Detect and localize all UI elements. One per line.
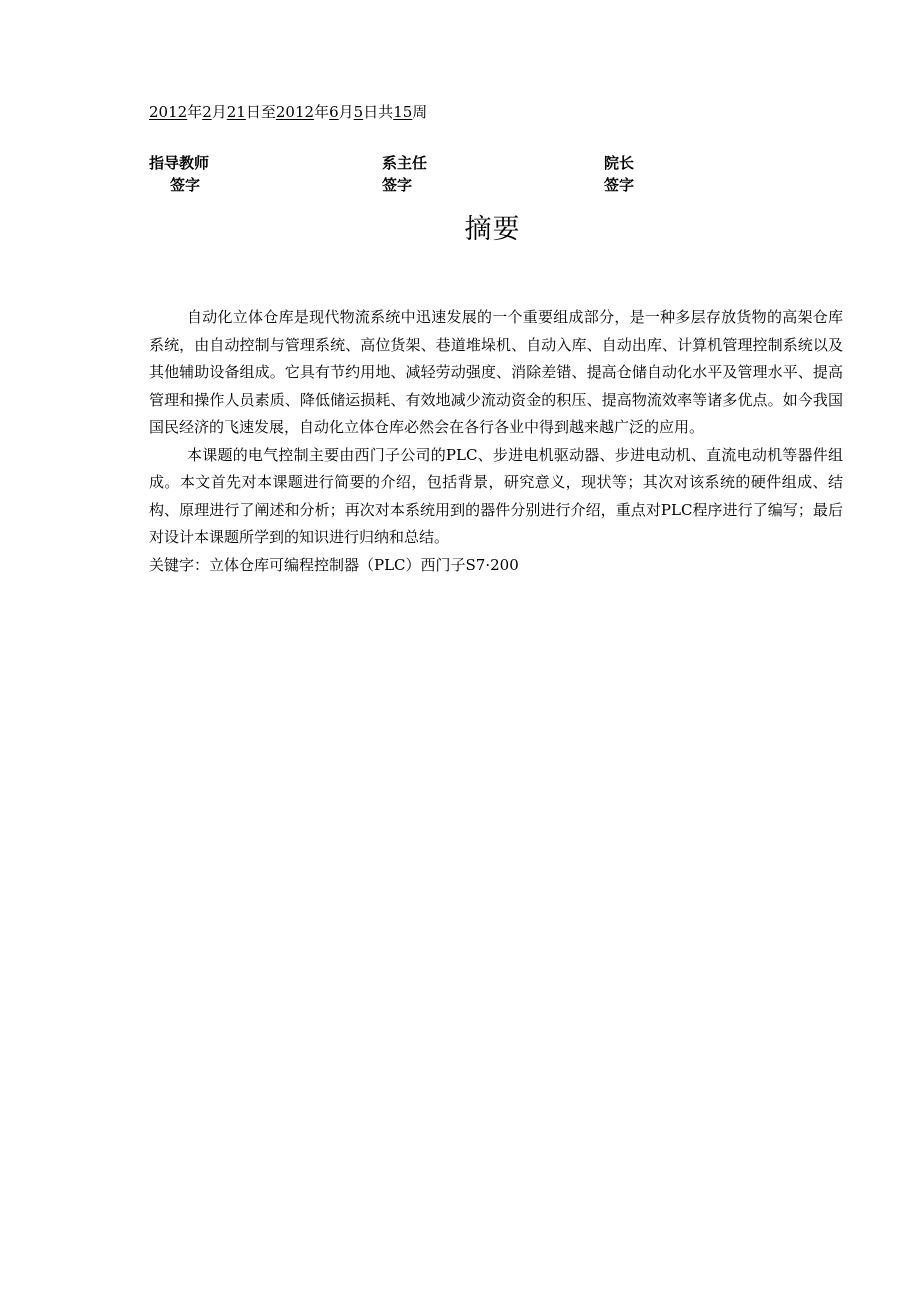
advisor-title: 指导教师 bbox=[149, 154, 210, 172]
dean-sign-label: 签字 bbox=[604, 176, 635, 194]
abstract-paragraph-2: 本课题的电气控制主要由西门子公司的PLC、步进电机驱动器、步进电动机、直流电动机等器件组成。本文首先对本课题进行简要的介绍，包括背景，研究意义，现状等；其次对该系统的硬件组成、结构、原理进行了阐述和分析；再次对本系统用到的器件分别进行介绍，重点对PLC程序进行了编写；最后对设计本课题所学到的知识进行归纳和总结。 bbox=[149, 445, 843, 546]
start-day: 21 bbox=[226, 103, 246, 121]
abstract-body bbox=[149, 304, 843, 579]
start-year: 2012 bbox=[149, 103, 188, 121]
end-year: 2012 bbox=[275, 103, 315, 121]
day-total-chars: 日共 bbox=[363, 103, 394, 121]
end-month: 6 bbox=[329, 103, 339, 121]
day-to-chars: 日至 bbox=[245, 103, 276, 121]
dept-head-sign-label: 签字 bbox=[382, 176, 413, 194]
abstract-paragraph-1: 自动化立体仓库是现代物流系统中迅速发展的一个重要组成部分，是一种多层存放货物的高架仓库系统，由自动控制与管理系统、高位货架、巷道堆垛机、自动入库、自动出库、计算机管理控制系统以及其他辅助设备组成。它具有节约用地、减轻劳动强度、消除差错、提高仓储自动化水平及管理水平、提高管理和操作人员素质、降低储运损耗、有效地减少流动资金的积压、提高物流效率等诸多优点。如今我国国民经济的飞速发展，自动化立体仓库必然会在各行各业中得到越来越广泛的应用。 bbox=[149, 308, 843, 436]
keywords-line: 关键字：立体仓库可编程控制器（PLC）西门子S7·200 bbox=[149, 555, 519, 574]
week-count: 15 bbox=[393, 103, 413, 121]
month-char: 月 bbox=[338, 103, 354, 121]
schedule-line bbox=[149, 101, 427, 123]
advisor-sign-label: 签字 bbox=[170, 176, 201, 194]
year-char: 年 bbox=[314, 103, 330, 121]
dean-title: 院长 bbox=[604, 154, 635, 172]
abstract-title: 摘要 bbox=[464, 214, 521, 245]
week-char: 周 bbox=[412, 103, 428, 121]
month-char: 月 bbox=[211, 103, 227, 121]
dept-head-title: 系主任 bbox=[382, 154, 428, 172]
start-month: 2 bbox=[202, 103, 212, 121]
year-char: 年 bbox=[187, 103, 203, 121]
end-day: 5 bbox=[353, 103, 364, 121]
